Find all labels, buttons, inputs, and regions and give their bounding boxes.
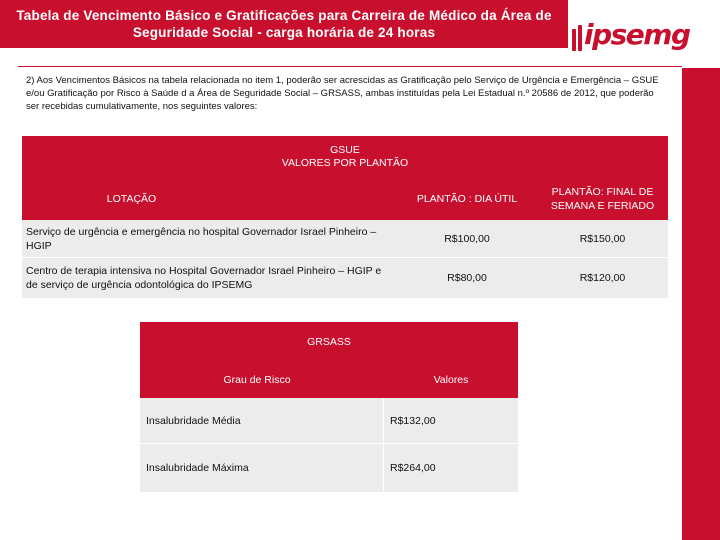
page-title-banner	[0, 0, 568, 48]
logo-bars-icon	[572, 17, 582, 51]
gsue-cell-lotacao: Serviço de urgência e emergência no hospital Governador Israel Pinheiro – HGIP	[26, 225, 377, 252]
grsass-col-valores: Valores	[433, 374, 469, 386]
grsass-cell-valor: R$132,00	[390, 414, 436, 427]
gsue-cell-dia-util: R$100,00	[444, 232, 490, 245]
gsue-cell-lotacao: Centro de terapia intensiva no Hospital Governador Israel Pinheiro – HGIP e de serviço de urgência odontológica do IPSEMG	[26, 265, 382, 291]
gsue-cell-fim-semana: R$150,00	[579, 232, 626, 245]
grsass-cell-grau: Insalubridade Média	[140, 398, 384, 443]
grsass-col-grau: Grau de Risco	[223, 374, 291, 386]
gsue-col-dia-util: PLANTÃO : DIA ÚTIL	[416, 193, 518, 205]
table-row	[140, 444, 518, 492]
gsue-cell-fim-semana: R$120,00	[579, 272, 626, 284]
ipsemg-logo	[572, 14, 690, 54]
table-row	[22, 258, 668, 298]
gsue-title-line2: VALORES POR PLANTÃO	[281, 157, 409, 169]
grsass-cell-grau: Insalubridade Máxima	[140, 444, 384, 492]
gsue-col-fim-semana: PLANTÃO: FINAL DE SEMANA E FERIADO	[550, 186, 655, 212]
logo-text: ipsemg	[584, 17, 690, 51]
gsue-header-row	[22, 178, 668, 220]
grsass-table-title: GRSASS	[140, 322, 518, 362]
note-paragraph: 2) Aos Vencimentos Básicos na tabela relacionada no item 1, poderão ser acrescidas as Gratificação pelo Serviço de Urgência e Emergência – GSUE e/ou Gratificação por Risco à Saúde d a Área de Seguridade Social – GRSASS, ambas instituídas pela Lei Estadual n.º 20586 de 2012, que poderão ser recebidas cumulativamente, nos seguintes valores:	[26, 75, 659, 112]
table-row	[22, 220, 668, 258]
page-title-line1: Tabela de Vencimento Básico e Gratificações para Carreira de Médico da Área de	[16, 8, 552, 23]
gsue-cell-dia-util: R$80,00	[447, 272, 487, 284]
grsass-cell-valor: R$264,00	[390, 462, 436, 474]
decorative-side-strip	[682, 68, 720, 540]
table-row	[140, 398, 518, 444]
gsue-table-title	[22, 136, 668, 178]
gsue-title-line1: GSUE	[330, 144, 360, 156]
divider	[18, 66, 682, 67]
page-title-line2: Seguridade Social - carga horária de 24 horas	[132, 25, 436, 40]
grsass-header-row	[140, 362, 518, 398]
gsue-col-lotacao: LOTAÇÃO	[106, 193, 157, 205]
